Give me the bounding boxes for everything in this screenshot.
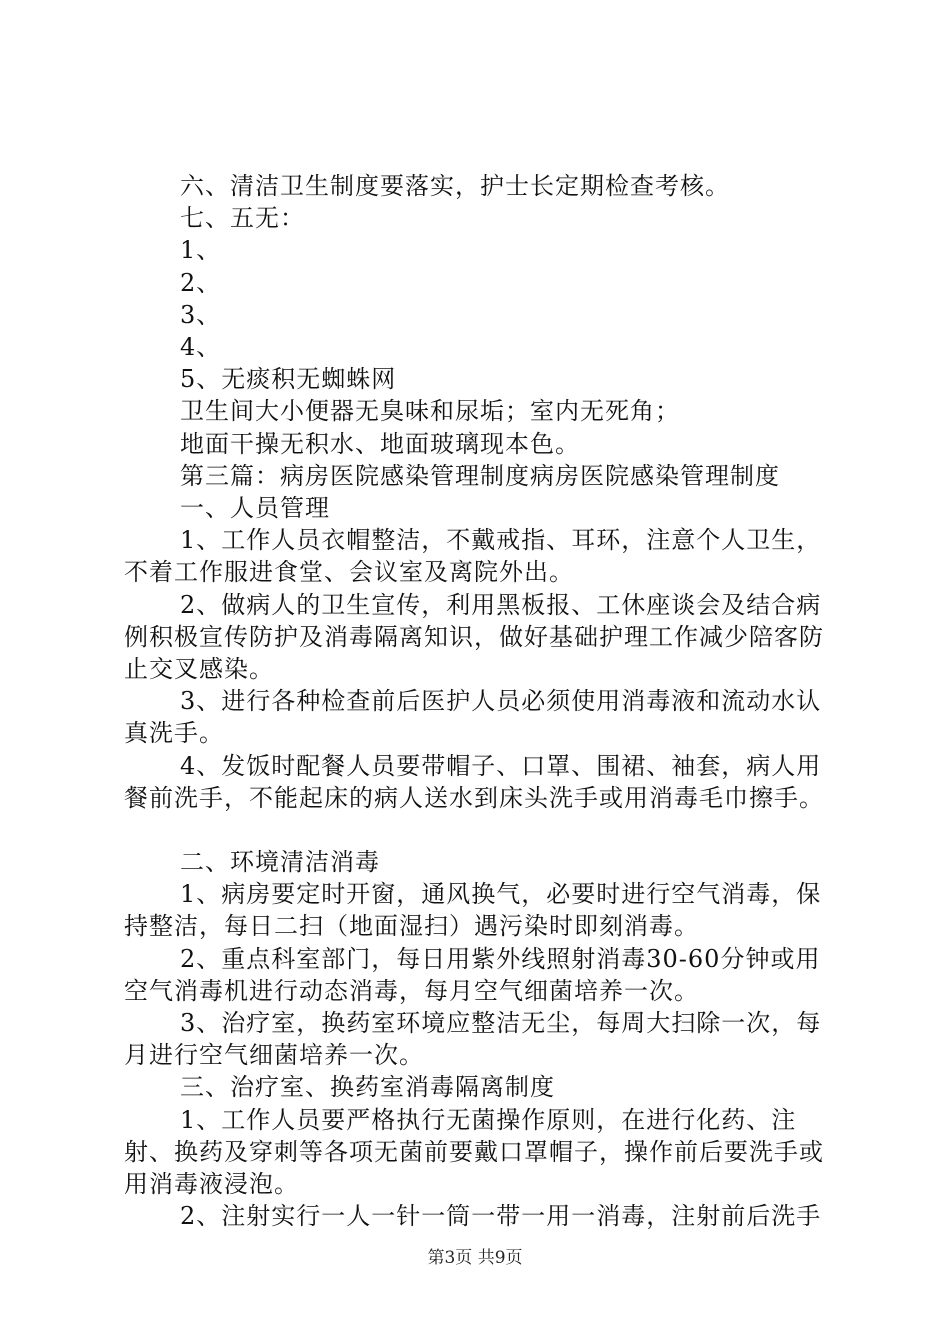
paragraph: 2、重点科室部门，每日用紫外线照射消毒30-60分钟或用空气消毒机进行动态消毒，每月空气细菌培养一次。 — [124, 944, 821, 1005]
paragraph: 4、发饭时配餐人员要带帽子、口罩、围裙、袖套，病人用餐前洗手，不能起床的病人送水到床头洗手或用消毒毛巾擦手。 — [124, 751, 824, 812]
paragraph: 4、 — [180, 333, 222, 362]
paragraph: 第三篇：病房医院感染管理制度病房医院感染管理制度 — [180, 461, 780, 490]
paragraph: 1、工作人员衣帽整洁，不戴戒指、耳环，注意个人卫生，不着工作服进食堂、会议室及离院外出。 — [124, 526, 822, 587]
paragraph: 2、做病人的卫生宣传，利用黑板报、工休座谈会及结合病例积极宣传防护及消毒隔离知识，做好基础护理工作减少陪客防止交叉感染。 — [124, 590, 824, 684]
page-footer: 第3页 共9页 — [427, 1248, 523, 1268]
paragraph: 七、五无： — [180, 204, 305, 233]
paragraph: 一、人员管理 — [180, 494, 330, 523]
paragraph: 六、清洁卫生制度要落实，护士长定期检查考核。 — [180, 172, 730, 200]
paragraph: 2、 — [180, 268, 222, 297]
paragraph: 地面干操无积水、地面玻璃现本色。 — [180, 429, 580, 458]
paragraph: 1、 — [180, 236, 222, 265]
paragraph: 三、治疗室、换药室消毒隔离制度 — [180, 1073, 555, 1102]
paragraph: 3、 — [180, 300, 222, 329]
document-body — [124, 170, 844, 1233]
paragraph: 1、病房要定时开窗，通风换气，必要时进行空气消毒，保持整洁，每日二扫（地面湿扫）遇污染时即刻消毒。 — [124, 880, 822, 941]
paragraph: 2、注射实行一人一针一筒一带一用一消毒，注射前后洗手 — [180, 1202, 822, 1231]
paragraph: 3、治疗室，换药室环境应整洁无尘，每周大扫除一次，每月进行空气细菌培养一次。 — [124, 1009, 822, 1070]
paragraph: 卫生间大小便器无臭味和尿垢；室内无死角； — [180, 397, 680, 426]
paragraph: 5、无痰积无蜘蛛网 — [180, 365, 397, 394]
paragraph: 二、环境清洁消毒 — [180, 848, 380, 877]
blank-line — [124, 814, 844, 846]
paragraph: 1、工作人员要严格执行无菌操作原则，在进行化药、注射、换药及穿刺等各项无菌前要戴口罩帽子，操作前后要洗手或用消毒液浸泡。 — [124, 1105, 824, 1199]
paragraph: 3、进行各种检查前后医护人员必须使用消毒液和流动水认真洗手。 — [124, 687, 822, 748]
